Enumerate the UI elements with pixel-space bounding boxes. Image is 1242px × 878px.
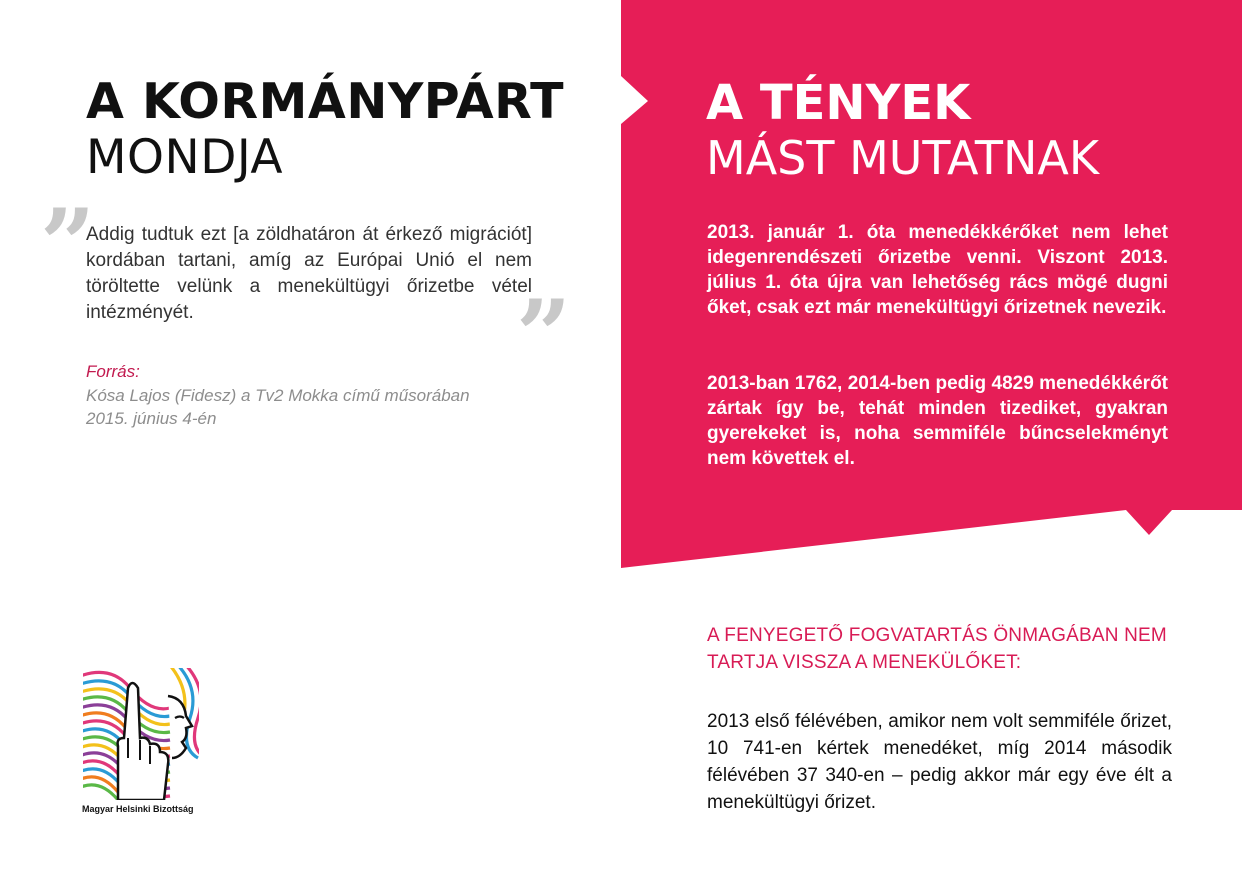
source-citation: Kósa Lajos (Fidesz) a Tv2 Mokka című műsorában 2015. június 4-én (86, 386, 470, 428)
facts-title (706, 76, 1099, 186)
fact-paragraph-2: 2013-ban 1762, 2014-ben pedig 4829 menedékkérőt zártak így be, tehát minden tizediket, gyakran gyerekeket is, noha semmiféle bűncselekményt nem követtek el. (707, 373, 1168, 469)
government-claim-title (86, 74, 564, 186)
asylum-statistics-paragraph: 2013 első félévében, amikor nem volt semmiféle őrizet, 10 741-en kértek menedéket, míg 2014 második félévében 37 340-en – pedig akkor már egy éve élt a menekültügyi őrizet. (707, 711, 1172, 813)
logo-caption: Magyar Helsinki Bizottság (82, 804, 194, 814)
facts-title-light: MÁST MUTATNAK (706, 131, 1099, 185)
close-quote-mark: ” (516, 279, 572, 392)
detention-highlight-heading: A FENYEGETŐ FOGVATARTÁS ÖNMAGÁBAN NEM TARTJA VISSZA A MENEKÜLŐKET: (707, 625, 1167, 673)
government-claim-title-bold: A KORMÁNYPÁRT (86, 73, 565, 130)
open-quote-mark: ” (40, 188, 96, 301)
government-quote: Addig tudtuk ezt [a zöldhatáron át érkező migrációt] kordában tartani, amíg az Európai Unió el nem töröltette velünk a menekültügyi őrizetbe vétel intézményét. (86, 224, 532, 323)
facts-title-bold: A TÉNYEK (706, 75, 971, 131)
government-claim-title-light: MONDJA (86, 130, 284, 185)
source-label: Forrás: (86, 362, 140, 381)
helsinki-committee-logo (80, 668, 202, 818)
fact-paragraph-1: 2013. január 1. óta menedékkérőket nem lehet idegenrendészeti őrizetbe venni. Viszont 2013. július 1. óta újra van lehetőség rács mögé dugni őket, csak ezt már menekültügyi őrizetnek nevezik. (707, 222, 1168, 318)
